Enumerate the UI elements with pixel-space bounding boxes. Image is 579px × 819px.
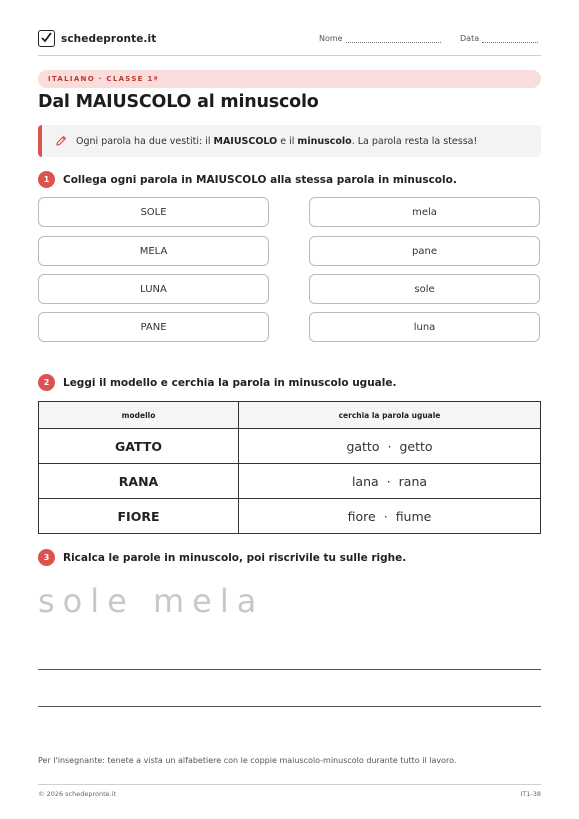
section-instruction: Leggi il modello e cerchia la parola in minuscolo uguale. [63,376,397,389]
model-word: RANA [39,464,239,499]
column-header-model: modello [39,402,239,429]
brand-name: schedepronte.it [61,32,157,45]
uppercase-word-box[interactable]: LUNA [38,274,269,304]
choice-word[interactable]: getto [399,438,433,454]
lowercase-word-box[interactable]: luna [309,312,540,342]
choice-cell [239,429,541,464]
table-row [39,464,541,499]
separator: · [387,438,392,454]
name-line [346,35,441,43]
model-word: FIORE [39,499,239,534]
choice-word[interactable]: fiume [395,508,432,524]
callout-text: Ogni parola ha due vestiti: il MAIUSCOLO e il minuscolo. La parola resta la stessa! [76,135,478,147]
tip-callout [38,125,541,157]
pencil-icon [54,134,68,148]
date-label: Data [460,34,480,43]
choice-word[interactable]: gatto [346,438,380,454]
section-instruction: Collega ogni parola in MAIUSCOLO alla stessa parola in minuscolo. [63,173,457,186]
subject-tag: ITALIANO · CLASSE 1ª [38,70,541,88]
date-line [482,35,538,43]
section-instruction: Ricalca le parole in minuscolo, poi riscrivile tu sulle righe. [63,551,407,564]
table-row [39,499,541,534]
lowercase-word-box[interactable]: pane [309,236,540,266]
name-label: Nome [319,34,343,43]
uppercase-word-box[interactable]: MELA [38,236,269,266]
date-field[interactable] [460,34,538,43]
choice-word[interactable]: lana [351,473,379,489]
page-header [38,30,541,56]
lowercase-word-box[interactable]: sole [309,274,540,304]
section-number: 2 [38,374,55,391]
brand [38,30,156,47]
model-table [38,401,541,534]
footer-code: IT1-38 [520,790,541,798]
table-row [39,429,541,464]
choice-cell [239,499,541,534]
choice-word[interactable]: fiore [347,508,376,524]
section-3-heading [38,549,406,566]
choice-word[interactable]: rana [398,473,428,489]
separator: · [383,508,388,524]
section-number: 1 [38,171,55,188]
model-word: GATTO [39,429,239,464]
footer-copyright: © 2026 schedepronte.it [38,790,117,798]
uppercase-word-box[interactable]: PANE [38,312,269,342]
footer-divider [38,784,541,785]
uppercase-word-box[interactable]: SOLE [38,197,269,227]
separator: · [386,473,391,489]
lowercase-word-box[interactable]: mela [309,197,540,227]
page-title: Dal MAIUSCOLO al minuscolo [38,92,319,112]
section-number: 3 [38,549,55,566]
trace-words[interactable]: sole mela [38,582,265,620]
writing-line[interactable] [38,706,541,707]
section-1-heading [38,171,457,188]
writing-line[interactable] [38,669,541,670]
checkbox-logo-icon [38,30,55,47]
teacher-note: Per l'insegnante: tenete a vista un alfabetiere con le coppie maiuscolo-minuscolo durante tutto il lavoro. [38,756,457,765]
table-header-row [39,402,541,429]
section-2-heading [38,374,396,391]
choice-cell [239,464,541,499]
column-header-choice: cerchia la parola uguale [239,402,541,429]
name-field[interactable] [319,34,441,43]
